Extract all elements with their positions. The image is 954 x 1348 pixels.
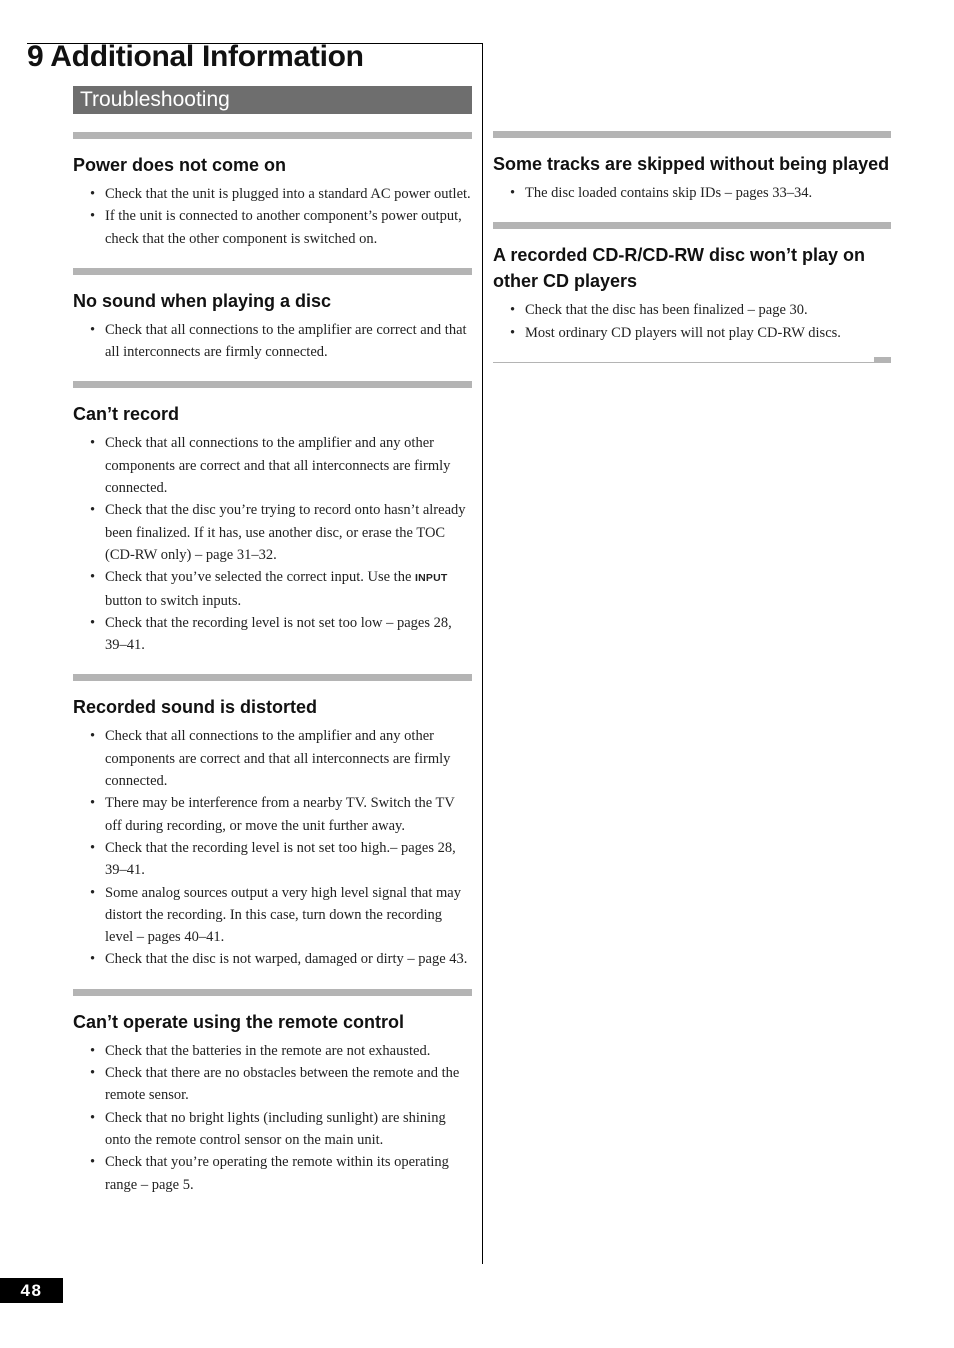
bullet-icon: • [90,569,96,586]
bullet-icon: • [510,302,516,319]
section-end-rule [493,362,891,363]
bullet-icon: • [90,839,96,856]
bullet-list [493,182,891,204]
list-item: • The disc loaded contains skip IDs – pages 33–34. [493,182,891,204]
list-item: • If the unit is connected to another component’s power output, check that the other component is switched on. [73,205,472,250]
list-item: • Check that you’re operating the remote within its operating range – page 5. [73,1151,472,1196]
topic-rule [73,132,472,139]
list-item: • Some analog sources output a very high level signal that may distort the recording. In this case, turn down the recording level – pages 40–41. [73,882,472,949]
bullet-icon: • [90,728,96,745]
topic-heading: Recorded sound is distorted [73,697,318,718]
bullet-icon: • [90,1065,96,1082]
topic-power [73,132,472,250]
topic-remote [73,989,472,1196]
topic-heading: Some tracks are skipped without being played [493,154,890,174]
bullet-icon: • [90,884,96,901]
section-title: Troubleshooting [73,86,472,114]
list-item: • Check that no bright lights (including sunlight) are shining onto the remote control sensor on the main unit. [73,1107,472,1152]
topic-heading: No sound when playing a disc [73,290,332,311]
list-item: • Check that the unit is plugged into a standard AC power outlet. [73,183,472,205]
bullet-list [73,319,472,364]
bullet-icon: • [510,185,516,201]
list-item: • Check that all connections to the amplifier and any other components are correct and that all interconnects are firmly connected. [73,432,472,499]
topic-rule [493,131,891,138]
bullet-list [493,299,891,344]
list-item: • Check that the batteries in the remote are not exhausted. [73,1040,472,1062]
bullet-icon: • [90,1154,96,1171]
topic-no-sound [73,268,472,364]
topic-cant-record [73,381,472,656]
list-item: • Check that you’ve selected the correct input. Use the INPUT button to switch inputs. [73,566,472,612]
topic-rule [73,381,472,388]
bullet-icon: • [90,951,96,968]
list-item: • Check that the recording level is not set too low – pages 28, 39–41. [73,612,472,657]
topic-heading: Can’t record [73,404,180,425]
topic-rule [73,989,472,996]
right-column [493,131,891,363]
topic-rule [73,268,472,275]
list-item: • Most ordinary CD players will not play CD-RW discs. [493,322,891,344]
topic-heading: A recorded CD-R/CD-RW disc won’t play on other CD players [493,245,866,292]
bullet-icon: • [90,1042,96,1059]
list-item: • Check that the recording level is not set too high.– pages 28, 39–41. [73,837,472,882]
input-button-label: INPUT [415,572,448,585]
topic-rule [73,674,472,681]
topic-cdr-wont-play [493,222,891,344]
topic-rule [493,222,891,229]
left-column [73,132,472,1214]
list-item: • Check that the disc is not warped, damaged or dirty – page 43. [73,948,472,970]
bullet-icon: • [90,208,96,225]
bullet-icon: • [90,795,96,812]
list-item: • Check that all connections to the amplifier and any other components are correct and that all interconnects are firmly connected. [73,725,472,792]
topic-distorted [73,674,472,970]
column-divider [482,43,483,1264]
list-item: • Check that all connections to the amplifier are correct and that all interconnects are firmly connected. [73,319,472,364]
bullet-icon: • [90,502,96,519]
bullet-list [73,1040,472,1196]
bullet-list [73,183,472,250]
bullet-icon: • [90,321,96,338]
bullet-icon: • [510,324,516,341]
page-number: 48 [0,1278,63,1303]
end-mark-icon [874,357,891,363]
list-item: • Check that the disc you’re trying to record onto hasn’t already been finalized. If it has, use another disc, or erase the TOC (CD-RW only) – page 31–32. [73,499,472,566]
chapter-title: 9 Additional Information [27,40,364,73]
list-item: • Check that the disc has been finalized – page 30. [493,299,891,321]
bullet-icon: • [90,614,96,631]
bullet-list [73,432,472,656]
list-item: • There may be interference from a nearby TV. Switch the TV off during recording, or move the unit further away. [73,792,472,837]
bullet-icon: • [90,186,96,202]
topic-heading: Can’t operate using the remote control [73,1011,405,1032]
topic-heading: Power does not come on [73,155,287,175]
topic-skipped-tracks [493,131,891,204]
bullet-icon: • [90,435,96,452]
list-item: • Check that there are no obstacles between the remote and the remote sensor. [73,1062,472,1107]
bullet-list [73,725,472,970]
bullet-icon: • [90,1109,96,1126]
